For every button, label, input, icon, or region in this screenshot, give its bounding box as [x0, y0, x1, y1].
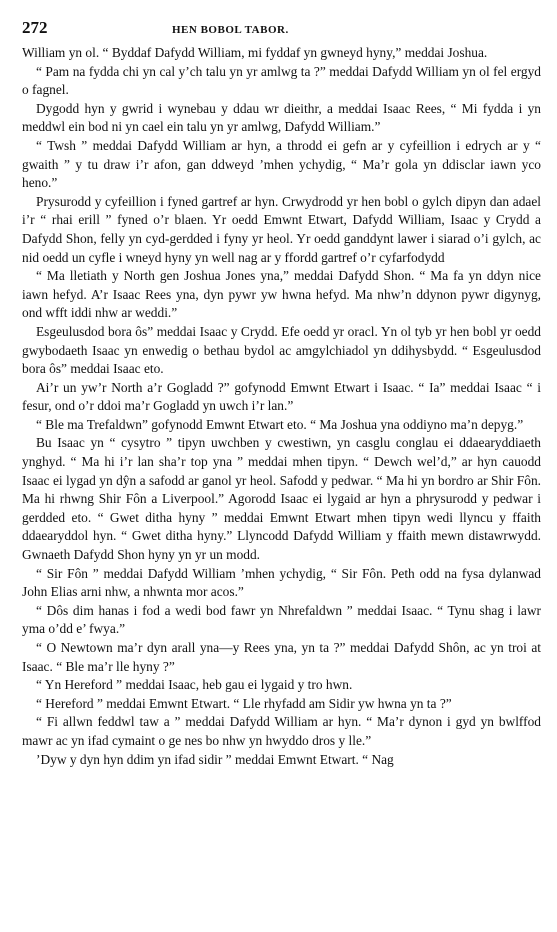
paragraph: “ Ma lletiath y North gen Joshua Jones yna,” meddai Dafydd Shon. “ Ma fa yn ddyn nice iawn hefyd. A’r Isaac Rees yna, dyn pywr yw hwna hefyd. Ma nhw’n ddynon pywr digynyg, ond wfft iddi nhw ar weddi.”	[22, 268, 541, 321]
running-title: HEN BOBOL TABOR.	[172, 24, 289, 36]
paragraph: “ O Newtown ma’r dyn arall yna—y Rees yna, yn ta ?” meddai Dafydd Shôn, ac yn troi at Isaac. “ Ble ma’r lle hyny ?”	[22, 640, 541, 674]
paragraph: “ Sir Fôn ” meddai Dafydd William ’mhen ychydig, “ Sir Fôn. Peth odd na fysa dylanwad John Elias arni nhw, a nhwnta mor acos.”	[22, 565, 541, 600]
paragraph: William yn ol. “ Byddaf Dafydd William, mi fyddaf yn gwneyd hyny,” meddai Joshua.	[22, 45, 488, 60]
body-text	[22, 44, 541, 769]
paragraph: “ Ble ma Trefaldwn” gofynodd Emwnt Etwart eto. “ Ma Joshua yna oddiyno ma’n depyg.”	[36, 416, 524, 432]
paragraph: “ Hereford ” meddai Emwnt Etwart. “ Lle rhyfadd am Sidir yw hwna yn ta ?”	[36, 695, 452, 711]
page-header	[22, 18, 541, 44]
page-number: 272	[22, 18, 48, 37]
paragraph: ’Dyw y dyn hyn ddim yn ifad sidir ” meddai Emwnt Etwart. “ Nag	[36, 751, 394, 767]
paragraph: “ Yn Hereford ” meddai Isaac, heb gau ei lygaid y tro hwn.	[36, 677, 353, 693]
paragraph: Bu Isaac yn “ cysytro ” tipyn uwchben y cwestiwn, yn casglu conglau ei ddaearyddiaeth ynghyd. “ Ma hi i’r lan sha’r top yna ” meddai mhen tipyn. “ Dewch wel’d,” ar hyn cauodd Isaac ei lygad yn dŷn a safodd ar ganol yr heol. Safodd y pedwar. “ Ma hi yn bordro ar Shir Fôn. Ma hi rhwng Shir Fôn a Liverpool.” Agorodd Isaac ei lygaid ar hyn a phrysurodd y pedwar i gerdded eto. “ Gwet ditha hyny ” meddai Emwnt Etwart mhen tipyn wedi llyncu y ffaith ddaearyddol hyn. “ Gwet ditha hyny.” Llyncodd Dafydd William y ffaith mewn distawrwydd. Gwnaeth Dafydd Shon hyny yn yr un modd.	[22, 435, 541, 563]
paragraph: Prysurodd y cyfeillion i fyned gartref ar hyn. Crwydrodd yr hen bobl o gylch dipyn dan adael i’r “ rhai erill ” fyned o’r blaen. Yr oedd Emwnt Etwart, Dafydd William, Isaac y Crydd a Dafydd Shon, felly yn cyd-gerdded i fyny yr heol. Yr oedd ganddynt lawer i siarad o’i gylch, ac nid oedd un cyfle i wneyd hyny yn well nag ar y ffordd gartref o’r cyfarfodydd	[22, 193, 541, 265]
paragraph: Dygodd hyn y gwrid i wynebau y ddau wr dieithr, a meddai Isaac Rees, “ Mi fydda i yn meddwl ein bod ni yn cael ein talu yn yr amlwg, Dafydd William.”	[22, 100, 541, 135]
paragraph: “ Fi allwn feddwl taw a ” meddai Dafydd William ar hyn. “ Ma’r dynon i gyd yn bwlffod mawr ac yn ifad cymaint o ge nes bo nhw yn hwyddo dros y lle.”	[22, 714, 541, 748]
paragraph: Ai’r un yw’r North a’r Gogladd ?” gofynodd Emwnt Etwart i Isaac. “ Ia” meddai Isaac “ i fesur, ond o’r ddoi ma’r Gogladd yn uwch i’r lan.”	[22, 379, 541, 414]
paragraph: “ Twsh ” meddai Dafydd William ar hyn, a throdd ei gefn ar y cyfeillion i edrych ar y “ gwaith ” y tu draw i’r afon, gan ddweyd ’mhen ychydig, “ Ma’r gola yn ddisclar iawn yco heno.”	[22, 137, 541, 191]
paragraph: Esgeulusdod bora ôs” meddai Isaac y Crydd. Efe oedd yr oracl. Yn ol tyb yr hen bobl yr oedd gwybodaeth Isaac yn enwedig o bethau bydol ac amgylchiadol yn ddihysbydd. “ Esgeulusdod bora ôs” meddai Isaac eto.	[22, 323, 541, 377]
paragraph: “ Dôs dim hanas i fod a wedi bod fawr yn Nhrefaldwn ” meddai Isaac. “ Tynu shag i lawr yma o’dd e’ fwya.”	[22, 602, 541, 637]
paragraph: “ Pam na fydda chi yn cal y’ch talu yn yr amlwg ta ?” meddai Dafydd William yn ol fel ergyd o fagnel.	[22, 63, 541, 98]
